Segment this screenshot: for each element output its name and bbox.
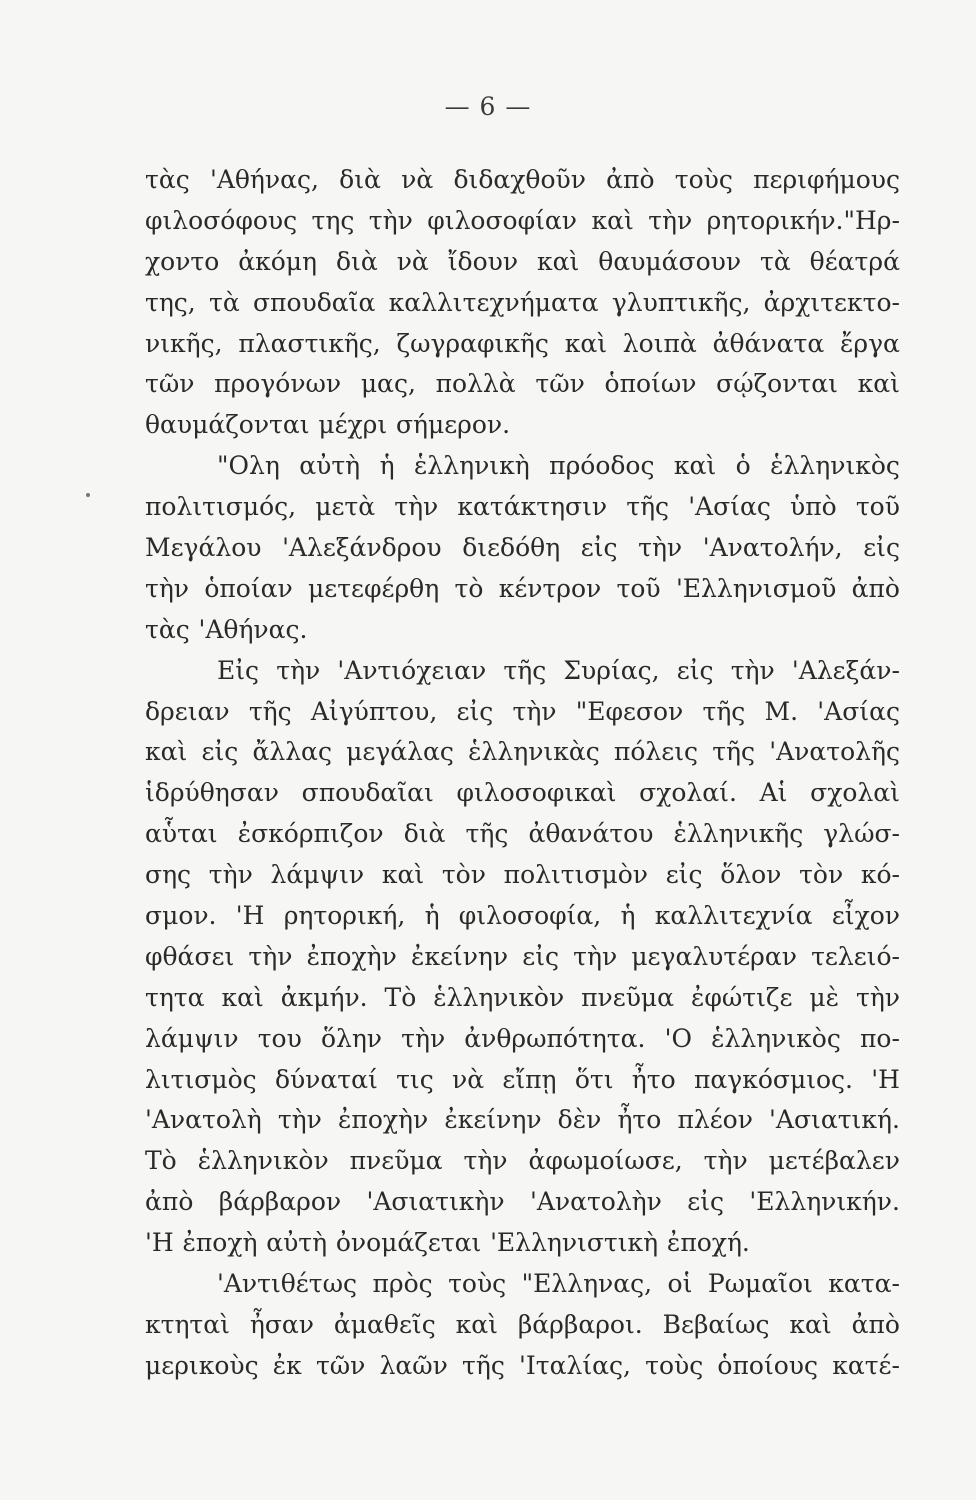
text-line: αὗται ἐσκόρπιζον διὰ τῆς ἀθανάτου ἑλληνικῆς γλώσ- [145,819,900,849]
text-line: τητα καὶ ἀκμήν. Τὸ ἑλληνικὸν πνεῦμα ἐφώτιζε μὲ τὴν [145,982,900,1012]
text-line: δρειαν τῆς Αἰγύπτου, εἰς τὴν "Εφεσον τῆς Μ. 'Ασίας [145,696,900,726]
text-line: Μεγάλου 'Αλεξάνδρου διεδόθη εἰς τὴν 'Ανατολήν, εἰς [145,533,900,563]
text-line: φιλοσόφους της τὴν φιλοσοφίαν καὶ τὴν ρητορικήν."Ηρ- [145,205,900,235]
text-line: καὶ εἰς ἄλλας μεγάλας ἑλληνικὰς πόλεις τῆς 'Ανατολῆς [145,737,900,767]
text-line: σμον. 'Η ρητορική, ἡ φιλοσοφία, ἡ καλλιτεχνία εἶχον [145,901,900,931]
text-line: πολιτισμός, μετὰ τὴν κατάκτησιν τῆς 'Ασίας ὑπὸ τοῦ [145,492,900,522]
body-text [145,160,900,1387]
text-line: 'Η ἐποχὴ αὐτὴ ὀνομάζεται 'Ελληνιστικὴ ἐποχή. [145,1228,750,1258]
margin-mark [86,493,90,497]
text-line: ἱδρύθησαν σπουδαῖαι φιλοσοφικαὶ σχολαί. Αἱ σχολαὶ [145,778,900,808]
text-line: τὴν ὁποίαν μετεφέρθη τὸ κέντρον τοῦ 'Ελληνισμοῦ ἀπὸ [145,573,900,603]
text-line: ἀπὸ βάρβαρον 'Ασιατικὴν 'Ανατολὴν εἰς 'Ελληνικήν. [145,1187,900,1217]
text-line: τῶν προγόνων μας, πολλὰ τῶν ὁποίων σῴζονται καὶ [145,369,900,399]
text-line: τὰς 'Αθήνας. [145,614,308,644]
text-line: "Ολη αὐτὴ ἡ ἑλληνικὴ πρόοδος καὶ ὁ ἑλληνικὸς [217,451,900,481]
page-number: — 6 — [444,92,532,121]
text-line: Τὸ ἑλληνικὸν πνεῦμα τὴν ἀφωμοίωσε, τὴν μετέβαλεν [145,1146,900,1176]
text-line: 'Αντιθέτως πρὸς τοὺς "Ελληνας, οἱ Ρωμαῖοι κατα- [217,1269,900,1299]
text-line: 'Ανατολὴ τὴν ἐποχὴν ἐκείνην δὲν ἦτο πλέον 'Ασιατική. [145,1105,900,1135]
text-line: χοντο ἀκόμη διὰ νὰ ἴδουν καὶ θαυμάσουν τὰ θέατρά [145,246,900,276]
text-line: νικῆς, πλαστικῆς, ζωγραφικῆς καὶ λοιπὰ ἀθάνατα ἔργα [145,328,900,358]
text-line: φθάσει τὴν ἐποχὴν ἐκείνην εἰς τὴν μεγαλυτέραν τελειό- [145,941,900,971]
text-line: μερικοὺς ἐκ τῶν λαῶν τῆς 'Ιταλίας, τοὺς ὁποίους κατέ- [145,1350,900,1380]
text-line: θαυμάζονται μέχρι σήμερον. [145,410,511,440]
text-line: τὰς 'Αθήνας, διὰ νὰ διδαχθοῦν ἀπὸ τοὺς περιφήμους [145,165,900,194]
text-line: λιτισμὸς δύναταί τις νὰ εἴπῃ ὅτι ἦτο παγκόσμιος. 'Η [145,1064,900,1094]
text-line: Εἰς τὴν 'Αντιόχειαν τῆς Συρίας, εἰς τὴν 'Αλεξάν- [217,655,900,685]
text-line: κτηταὶ ἦσαν ἀμαθεῖς καὶ βάρβαροι. Βεβαίως καὶ ἀπὸ [145,1309,900,1339]
text-line: σης τὴν λάμψιν καὶ τὸν πολιτισμὸν εἰς ὅλον τὸν κό- [145,860,900,890]
text-line: λάμψιν του ὅλην τὴν ἀνθρωπότητα. 'Ο ἑλληνικὸς πο- [145,1023,900,1053]
text-line: της, τὰ σπουδαῖα καλλιτεχνήματα γλυπτικῆς, ἀρχιτεκτο- [145,287,900,317]
